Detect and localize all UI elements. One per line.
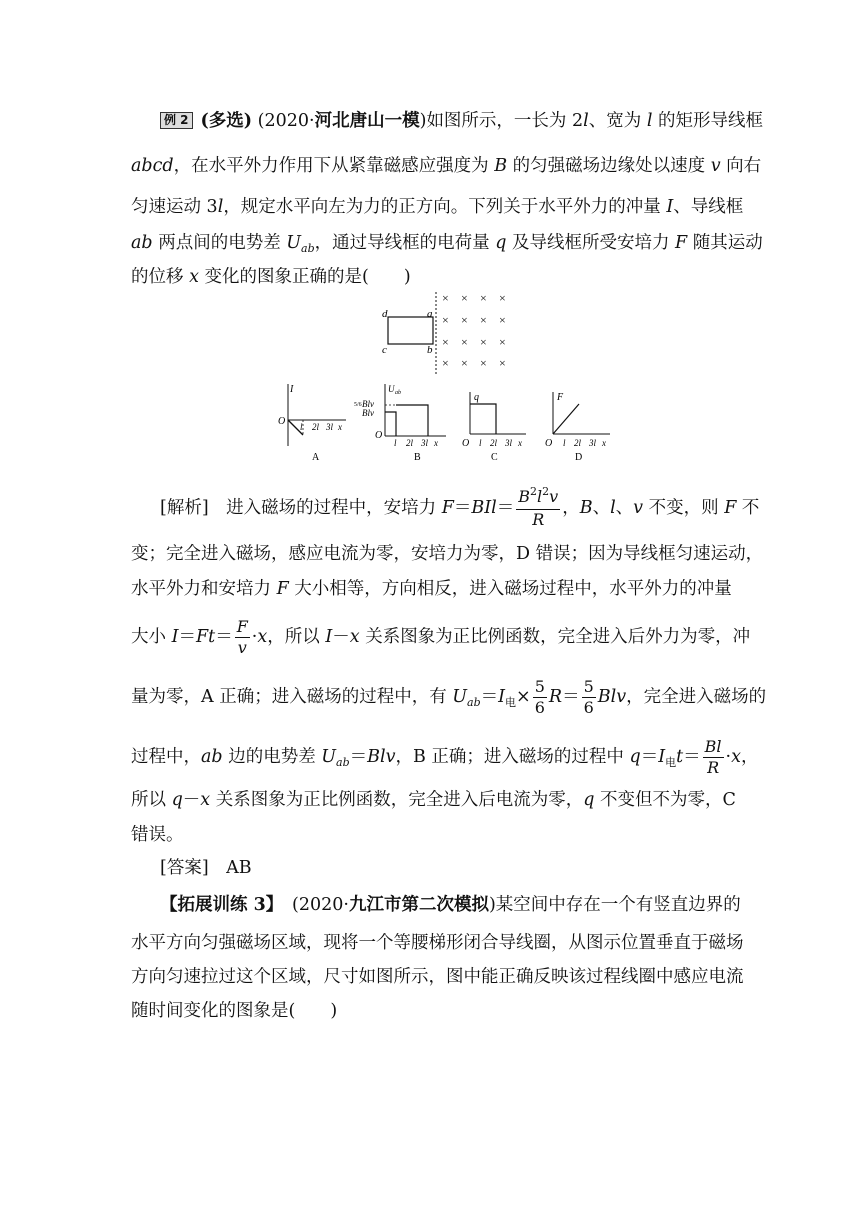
field-cross: ×: [480, 335, 487, 349]
svg-text:O: O: [278, 416, 286, 427]
field-cross: ×: [461, 313, 468, 327]
svg-text:O: O: [545, 438, 553, 449]
ext-line-1: 【拓展训练 3】 (2020·九江市第二次模拟)某空间中存在一个有竖直边界的: [160, 895, 741, 915]
field-cross: ×: [442, 291, 449, 305]
svg-text:3l: 3l: [326, 422, 334, 432]
field-cross: ×: [442, 356, 449, 370]
field-diagram: [376, 290, 526, 375]
field-cross: ×: [499, 291, 506, 305]
svg-text:l: l: [563, 438, 566, 448]
svg-text:x: x: [518, 438, 522, 448]
svg-text:q: q: [474, 392, 479, 403]
analysis-line-6: 过程中，ab 边的电势差 $U_{ab}=Blv$，B 正确；进入磁场的过程中 $q=I_电t=$ $\frac{Bl}{R}$ ·x，: [131, 737, 759, 777]
field-cross: ×: [480, 313, 487, 327]
ext-line-2: 水平方向匀强磁场区域，现将一个等腰梯形闭合导线圈，从图示位置垂直于磁场: [131, 933, 744, 953]
analysis-line-1: [解析] 进入磁场的过程中，安培力 F＝BIl＝ $\frac{B^2l^2v}{R}$ ，B、l、v 不变，则 F 不: [160, 485, 760, 529]
svg-text:5/6: 5/6: [354, 402, 362, 408]
svg-text:D: D: [575, 452, 583, 463]
svg-text:l: l: [394, 438, 397, 448]
option-graphs: [276, 382, 616, 464]
svg-text:x: x: [338, 422, 342, 432]
analysis-line-5: 量为零，A 正确；进入磁场的过程中，有 $U_{ab}=I_电\times$ $\frac{5}{6}$ R＝ $\frac{5}{6}$ Blv，完全进入磁场的: [131, 677, 767, 717]
svg-text:Blv: Blv: [362, 408, 374, 418]
graph-c: [462, 392, 526, 463]
analysis-line-8: 错误。: [131, 825, 184, 845]
svg-text:2l: 2l: [490, 438, 498, 448]
svg-text:O: O: [375, 430, 383, 441]
svg-text:2l: 2l: [574, 438, 582, 448]
svg-text:F: F: [557, 392, 564, 403]
answer-line: [160, 856, 760, 880]
svg-text:U: U: [388, 384, 395, 394]
svg-text:l: l: [300, 422, 303, 432]
question-line-1: 例 2 (多选) (2020·河北唐山一模)如图所示，一长为 2l、宽为 l 的矩形导线框: [160, 109, 760, 133]
ext-title: 【拓展训练 3】: [160, 895, 275, 915]
field-cross: ×: [480, 356, 487, 370]
svg-text:2l: 2l: [406, 438, 414, 448]
svg-text:c: c: [382, 344, 387, 356]
svg-text:a: a: [427, 308, 433, 320]
svg-text:x: x: [434, 438, 438, 448]
field-cross: ×: [499, 356, 506, 370]
svg-text:I: I: [290, 384, 294, 395]
graph-b: [354, 384, 446, 463]
field-cross: ×: [461, 335, 468, 349]
graph-a: [278, 384, 346, 463]
answer-value: AB: [226, 858, 252, 878]
ext-line-4: 随时间变化的图象是( ): [131, 1001, 338, 1021]
field-cross: ×: [442, 313, 449, 327]
svg-text:3l: 3l: [589, 438, 597, 448]
field-cross: ×: [499, 335, 506, 349]
question-line-3: 匀速运动 3l，规定水平向左为力的正方向。下列关于水平外力的冲量 I、导线框: [131, 197, 744, 217]
svg-text:ab: ab: [395, 390, 401, 396]
field-cross: ×: [461, 356, 468, 370]
question-line-2: abcd，在水平外力作用下从紧靠磁感应强度为 B 的匀强磁场边缘处以速度 v 向右: [131, 156, 762, 176]
svg-text:A: A: [312, 452, 320, 463]
svg-text:b: b: [427, 344, 433, 356]
svg-text:B: B: [414, 452, 421, 463]
analysis-line-3: 水平外力和安培力 F 大小相等，方向相反，进入磁场过程中，水平外力的冲量: [131, 579, 732, 599]
field-cross: ×: [442, 335, 449, 349]
svg-text:l: l: [479, 438, 482, 448]
field-cross: ×: [480, 291, 487, 305]
question-line-5: 的位移 x 变化的图象正确的是( ): [131, 267, 411, 287]
ext-line-3: 方向匀速拉过这个区域，尺寸如图所示，图中能正确反映该过程线圈中感应电流: [131, 967, 744, 987]
question-line-4: ab 两点间的电势差 $U_{ab}$，通过导线框的电荷量 q 及导线框所受安培力 F 随其运动: [131, 233, 763, 255]
example-tag: 例 2: [160, 112, 193, 129]
svg-text:3l: 3l: [505, 438, 513, 448]
svg-text:O: O: [462, 438, 470, 449]
graph-d: [545, 392, 610, 463]
analysis-line-4: 大小 I＝Ft＝ $\frac{F}{v}$ ·x，所以 I－x 关系图象为正比例函数，完全进入后外力为零，冲: [131, 617, 751, 657]
svg-text:2l: 2l: [312, 422, 320, 432]
svg-text:3l: 3l: [421, 438, 429, 448]
analysis-label: [解析]: [160, 498, 209, 518]
svg-text:x: x: [602, 438, 606, 448]
svg-text:C: C: [491, 452, 498, 463]
field-cross: ×: [461, 291, 468, 305]
analysis-line-7: 所以 q－x 关系图象为正比例函数，完全进入后电流为零，q 不变但不为零，C: [131, 790, 736, 810]
analysis-line-2: 变；完全进入磁场，感应电流为零，安培力为零，D 错误；因为导线框匀速运动，: [131, 544, 764, 564]
svg-text:d: d: [382, 308, 388, 320]
field-cross: ×: [499, 313, 506, 327]
svg-text:Blv: Blv: [362, 399, 374, 409]
answer-label: [答案]: [160, 858, 209, 878]
